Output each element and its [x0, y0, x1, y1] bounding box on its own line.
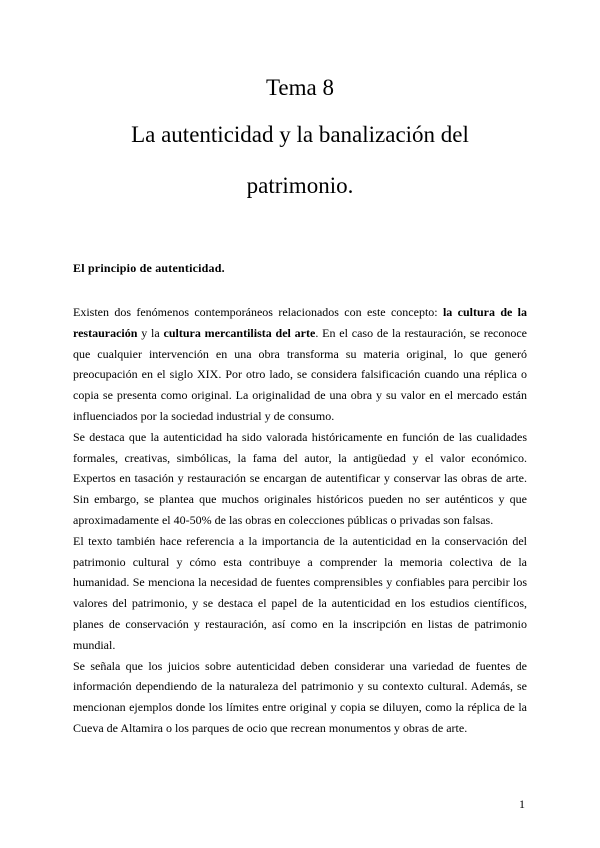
body-text	[73, 302, 527, 739]
body-paragraph	[73, 427, 527, 531]
title-line-2: La autenticidad y la banalización del	[131, 122, 469, 147]
paragraph-text: El texto también hace referencia a la importancia de la autenticidad en la conservación del patrimonio cultural y cómo esta contribuye a comprender la memoria colectiva de la humanidad. Se menciona la necesidad de fuentes comprensibles y confiables para percibir los valores del patrimonio, y se destaca el papel de la autenticidad en los estudios científicos, planes de conservación y restauración, así como en la inscripción en listas de patrimonio mundial.	[73, 533, 527, 652]
paragraph-text: . En el caso de la restauración, se reconoce que cualquier intervención en una obra transforma su materia original, lo que generó preocupación en el siglo XIX. Por otro lado, se considera falsificación cuando una réplica o copia se presenta como original. La originalidad de una obra y su valor en el mercado están influenciados por la sociedad industrial y de consumo.	[73, 325, 527, 423]
paragraph-text: Se destaca que la autenticidad ha sido valorada históricamente en función de las cualidades formales, creativas, simbólicas, la fama del autor, la antigüedad y el valor económico. Expertos en tasación y restauración se encargan de autentificar y conservar las obras de arte. Sin embargo, se plantea que muchos originales históricos pueden no ser auténticos y que aproximadamente el 40-50% de las obras en colecciones públicas o privadas son falsas.	[73, 429, 527, 527]
page-number: 1	[519, 797, 525, 811]
body-paragraph	[73, 656, 527, 739]
paragraph-text: Se señala que los juicios sobre autenticidad deben considerar una variedad de fuentes de información dependiendo de la naturaleza del patrimonio y su contexto cultural. Además, se mencionan ejemplos donde los límites entre original y copia se diluyen, como la réplica de la Cueva de Altamira o los parques de ocio que recrean monumentos y obras de arte.	[73, 658, 527, 735]
bold-term: cultura mercantilista del arte	[163, 325, 316, 340]
body-paragraph	[73, 302, 527, 427]
body-paragraph	[73, 531, 527, 656]
title-line-1: Tema 8	[265, 75, 334, 100]
bold-term: la cultura de la restauración	[73, 305, 527, 340]
section-heading: El principio de autenticidad.	[73, 261, 225, 275]
paragraph-text: Existen dos fenómenos contemporáneos relacionados con este concepto:	[73, 305, 443, 319]
title-line-3: patrimonio.	[246, 173, 354, 198]
paragraph-text: y la	[137, 325, 164, 340]
